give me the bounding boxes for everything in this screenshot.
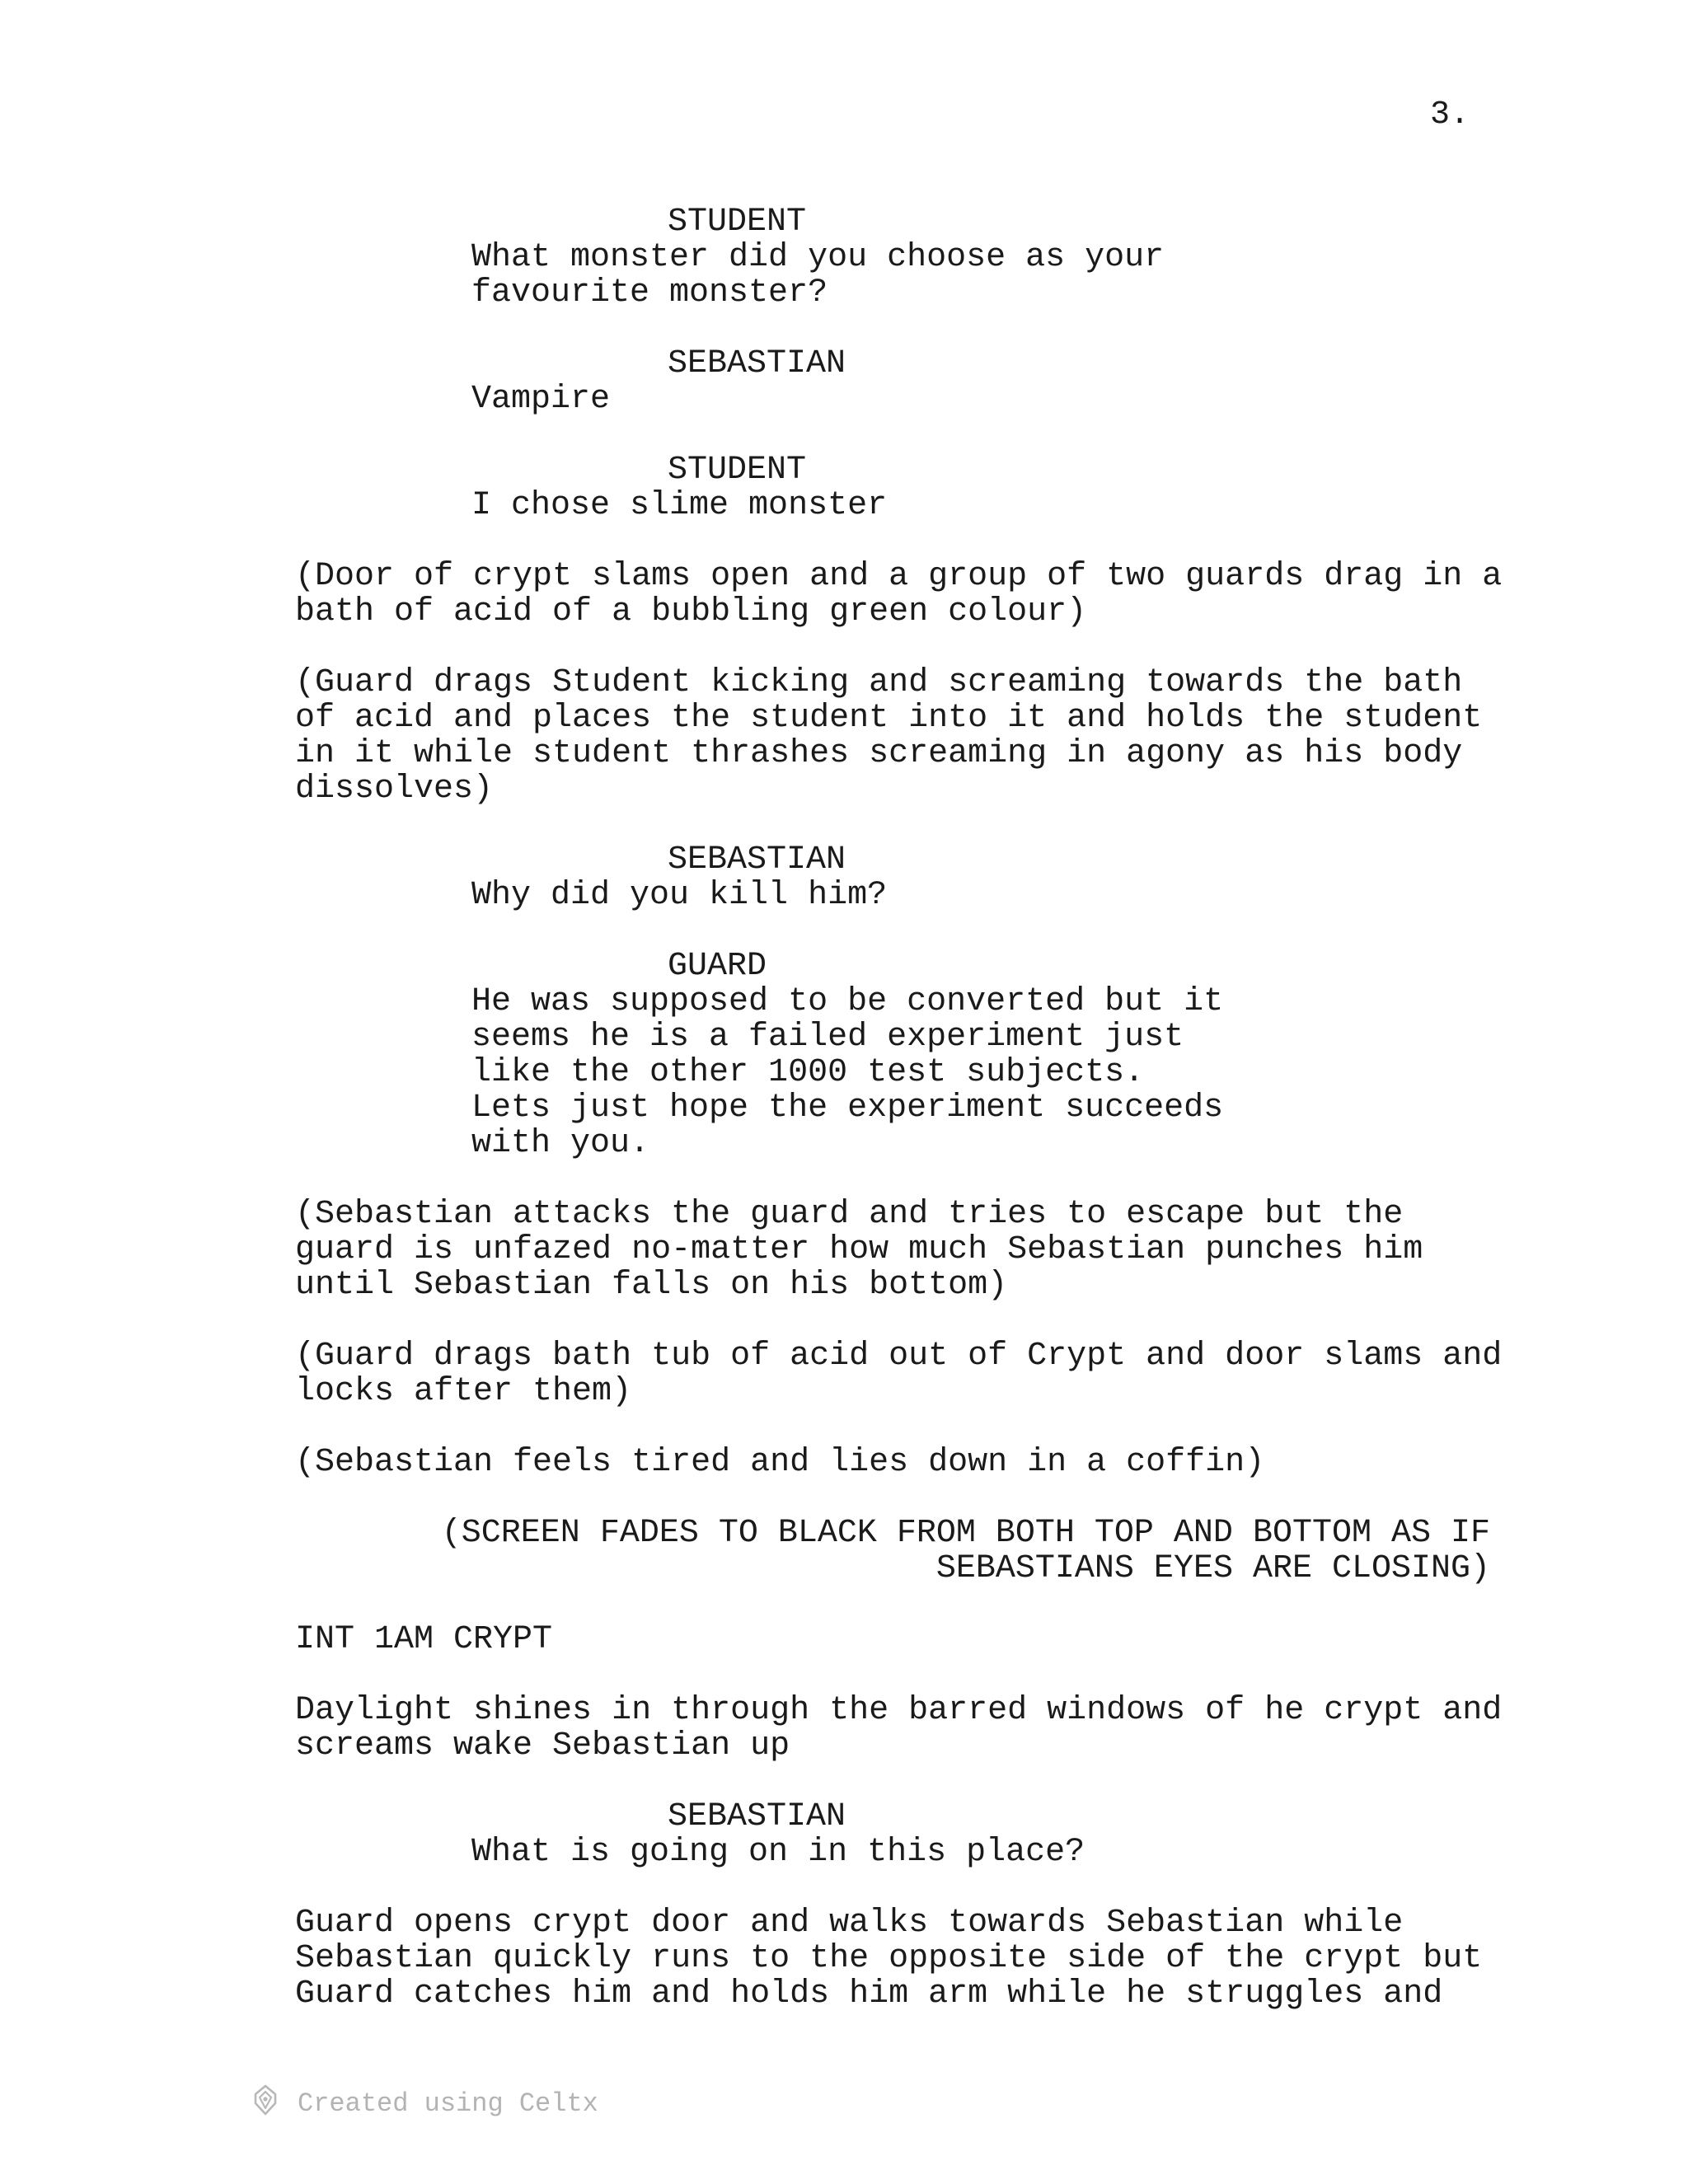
dialogue-line: favourite monster?: [471, 274, 828, 312]
character-line: STUDENT: [668, 204, 807, 241]
action-line: screams wake Sebastian up: [295, 1727, 790, 1765]
block-spacer: [0, 1870, 1688, 1905]
character-line: SEBASTIAN: [668, 1798, 846, 1835]
action-line: (Door of crypt slams open and a group of two guards drag in a: [295, 558, 1503, 595]
dialogue-line: I chose slime monster: [471, 487, 888, 524]
page-number: 3.: [1430, 96, 1470, 134]
footer-text: Created using Celtx: [298, 2088, 598, 2119]
block-spacer: [0, 1764, 1688, 1799]
dialogue-block: [0, 382, 1688, 417]
transition-line: SEBASTIANS EYES ARE CLOSING): [935, 1550, 1490, 1587]
transition-line: (SCREEN FADES TO BLACK FROM BOTH TOP AND BOTTOM AS IF: [441, 1515, 1490, 1552]
dialogue-line: like the other 1000 test subjects.: [471, 1054, 1145, 1091]
character-line: GUARD: [668, 948, 767, 985]
block-spacer: [0, 913, 1688, 949]
dialogue-block: [0, 240, 1688, 311]
action-line: of acid and places the student into it and holds the student: [295, 700, 1483, 737]
dialogue-line: seems he is a failed experiment just: [471, 1019, 1184, 1056]
action-block: [0, 1445, 1688, 1480]
dialogue-line: Lets just hope the experiment succeeds: [471, 1090, 1224, 1127]
action-block: [0, 665, 1688, 807]
action-line: (Sebastian feels tired and lies down in a coffin): [295, 1444, 1265, 1481]
dialogue-block: [0, 1835, 1688, 1870]
action-block: [0, 1693, 1688, 1764]
script-body: [0, 204, 1688, 2012]
scene-heading-block: [0, 1622, 1688, 1657]
action-line: guard is unfazed no-matter how much Sebastian punches him: [295, 1231, 1423, 1268]
action-block: [0, 559, 1688, 630]
character-block: [0, 842, 1688, 878]
dialogue-block: [0, 488, 1688, 523]
action-block: [0, 1338, 1688, 1409]
dialogue-line: with you.: [471, 1125, 650, 1162]
character-block: [0, 452, 1688, 488]
action-line: (Guard drags bath tub of acid out of Crypt and door slams and: [295, 1338, 1503, 1375]
action-line: bath of acid of a bubbling green colour): [295, 593, 1087, 630]
character-block: [0, 204, 1688, 240]
dialogue-block: [0, 984, 1688, 1161]
action-line: (Sebastian attacks the guard and tries to escape but the: [295, 1196, 1404, 1233]
block-spacer: [0, 1303, 1688, 1338]
dialogue-line: He was supposed to be converted but it: [471, 983, 1224, 1020]
footer: [251, 2083, 598, 2125]
block-spacer: [0, 311, 1688, 346]
block-spacer: [0, 1480, 1688, 1516]
dialogue-line: What is going on in this place?: [471, 1834, 1085, 1871]
action-line: Guard opens crypt door and walks towards Sebastian while: [295, 1905, 1404, 1942]
block-spacer: [0, 1586, 1688, 1622]
block-spacer: [0, 1161, 1688, 1197]
action-line: dissolves): [295, 771, 494, 808]
character-line: STUDENT: [668, 452, 807, 489]
block-spacer: [0, 630, 1688, 665]
pen-nib-icon: [251, 2083, 298, 2125]
action-block: [0, 1905, 1688, 2012]
scene-heading-line: INT 1AM CRYPT: [295, 1621, 553, 1658]
action-line: locks after them): [295, 1373, 632, 1410]
dialogue-line: Vampire: [471, 381, 611, 418]
transition-block: [0, 1516, 1688, 1586]
dialogue-line: Why did you kill him?: [471, 877, 888, 914]
dialogue-block: [0, 878, 1688, 913]
action-line: until Sebastian falls on his bottom): [295, 1267, 1008, 1304]
block-spacer: [0, 417, 1688, 452]
block-spacer: [0, 807, 1688, 842]
character-block: [0, 949, 1688, 984]
character-block: [0, 1799, 1688, 1835]
block-spacer: [0, 1409, 1688, 1445]
character-block: [0, 346, 1688, 382]
action-line: Daylight shines in through the barred windows of he crypt and: [295, 1692, 1503, 1729]
dialogue-line: What monster did you choose as your: [471, 239, 1165, 276]
action-line: Sebastian quickly runs to the opposite side of the crypt but: [295, 1940, 1483, 1977]
character-line: SEBASTIAN: [668, 841, 846, 879]
action-line: in it while student thrashes screaming in agony as his body: [295, 735, 1463, 772]
block-spacer: [0, 1657, 1688, 1693]
action-line: (Guard drags Student kicking and screaming towards the bath: [295, 664, 1463, 701]
character-line: SEBASTIAN: [668, 345, 846, 382]
block-spacer: [0, 523, 1688, 559]
action-line: Guard catches him and holds him arm while he struggles and: [295, 1975, 1443, 2013]
action-block: [0, 1197, 1688, 1303]
